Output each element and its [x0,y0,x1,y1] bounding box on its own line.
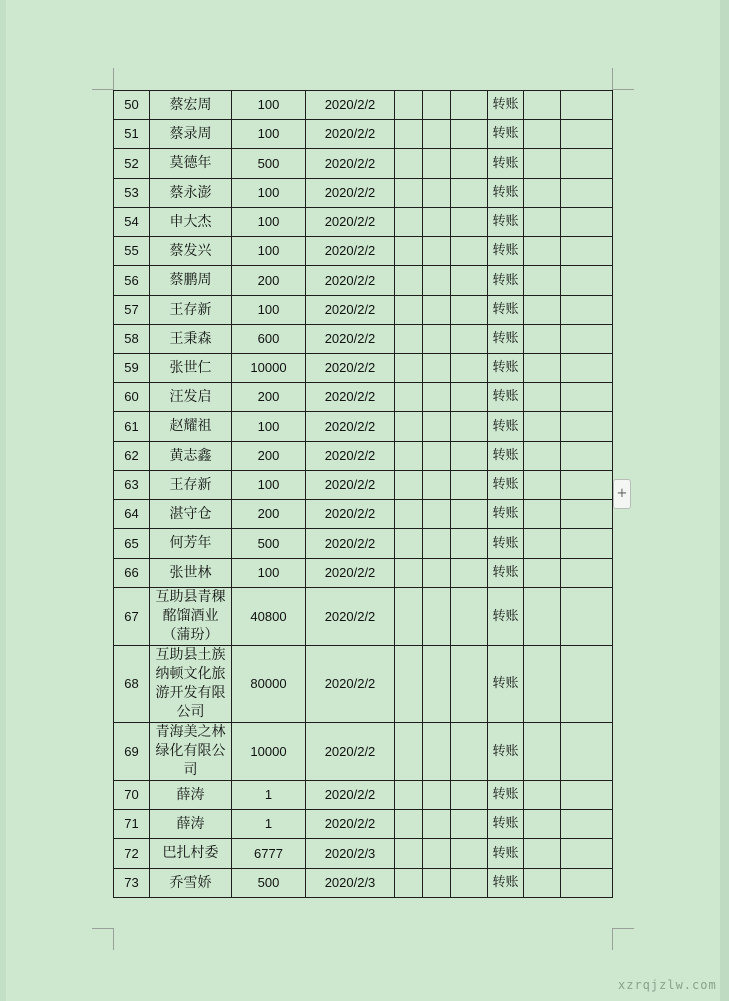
empty-cell [451,237,488,266]
name-cell: 赵耀祖 [150,412,232,442]
method-cell: 转账 [488,839,524,869]
method-cell: 转账 [488,266,524,296]
empty-cell [423,723,451,781]
empty-cell [423,781,451,810]
empty-cell [451,588,488,646]
amount-cell: 200 [232,442,306,471]
empty-cell [561,266,613,296]
empty-cell [423,559,451,588]
empty-cell [561,810,613,839]
empty-cell [524,325,561,354]
date-cell: 2020/2/2 [306,91,395,120]
crop-mark-bottom-right-v [612,928,613,950]
empty-cell [561,500,613,529]
empty-cell [561,296,613,325]
date-cell: 2020/2/2 [306,442,395,471]
method-cell: 转账 [488,208,524,237]
amount-cell: 6777 [232,839,306,869]
date-cell: 2020/2/2 [306,412,395,442]
empty-cell [395,296,423,325]
name-cell: 莫德年 [150,149,232,179]
name-cell: 乔雪娇 [150,869,232,898]
name-cell: 薛涛 [150,781,232,810]
row-number-cell: 54 [114,208,150,237]
empty-cell [561,442,613,471]
window-right-edge [720,0,729,1001]
amount-cell: 100 [232,237,306,266]
table-row [114,442,613,471]
empty-cell [561,120,613,149]
name-cell: 湛守仓 [150,500,232,529]
empty-cell [451,296,488,325]
empty-cell [561,149,613,179]
date-cell: 2020/2/2 [306,354,395,383]
name-cell: 张世林 [150,559,232,588]
page-left-edge [0,0,6,1001]
table-row [114,471,613,500]
method-cell: 转账 [488,383,524,412]
date-cell: 2020/2/2 [306,781,395,810]
name-cell: 蔡录周 [150,120,232,149]
crop-mark-top-right-h [612,89,634,90]
row-number-cell: 57 [114,296,150,325]
name-cell: 王存新 [150,296,232,325]
empty-cell [451,179,488,208]
amount-cell: 600 [232,325,306,354]
method-cell: 转账 [488,354,524,383]
empty-cell [395,869,423,898]
empty-cell [451,354,488,383]
method-cell: 转账 [488,296,524,325]
name-cell: 何芳年 [150,529,232,559]
row-number-cell: 51 [114,120,150,149]
date-cell: 2020/2/2 [306,500,395,529]
date-cell: 2020/2/2 [306,723,395,781]
empty-cell [423,208,451,237]
empty-cell [561,383,613,412]
empty-cell [423,529,451,559]
empty-cell [451,529,488,559]
amount-cell: 10000 [232,723,306,781]
empty-cell [451,810,488,839]
empty-cell [423,500,451,529]
date-cell: 2020/2/2 [306,383,395,412]
empty-cell [561,179,613,208]
amount-cell: 500 [232,869,306,898]
name-cell: 薛涛 [150,810,232,839]
empty-cell [561,91,613,120]
name-cell: 青海美之林绿化有限公司 [150,723,232,781]
method-cell: 转账 [488,529,524,559]
amount-cell: 200 [232,500,306,529]
crop-mark-top-right-v [612,68,613,90]
table-row [114,810,613,839]
watermark-text: xzrqjzlw.com [618,978,717,992]
empty-cell [395,120,423,149]
empty-cell [395,208,423,237]
empty-cell [423,869,451,898]
row-number-cell: 65 [114,529,150,559]
date-cell: 2020/2/3 [306,839,395,869]
row-number-cell: 64 [114,500,150,529]
empty-cell [451,500,488,529]
empty-cell [423,354,451,383]
date-cell: 2020/2/2 [306,325,395,354]
empty-cell [561,325,613,354]
add-row-button[interactable]: + [613,479,631,509]
empty-cell [395,781,423,810]
empty-cell [524,442,561,471]
row-number-cell: 58 [114,325,150,354]
empty-cell [423,179,451,208]
empty-cell [524,646,561,723]
name-cell: 互助县土族纳顿文化旅游开发有限公司 [150,646,232,723]
table-row [114,237,613,266]
empty-cell [451,325,488,354]
empty-cell [524,723,561,781]
empty-cell [561,208,613,237]
empty-cell [524,839,561,869]
empty-cell [524,266,561,296]
date-cell: 2020/2/2 [306,646,395,723]
name-cell: 蔡永澎 [150,179,232,208]
empty-cell [423,237,451,266]
row-number-cell: 56 [114,266,150,296]
amount-cell: 100 [232,471,306,500]
empty-cell [524,120,561,149]
row-number-cell: 55 [114,237,150,266]
table-row [114,354,613,383]
row-number-cell: 60 [114,383,150,412]
empty-cell [451,869,488,898]
empty-cell [561,869,613,898]
empty-cell [524,354,561,383]
empty-cell [524,588,561,646]
name-cell: 申大杰 [150,208,232,237]
amount-cell: 100 [232,296,306,325]
empty-cell [423,91,451,120]
row-number-cell: 63 [114,471,150,500]
name-cell: 巴扎村委 [150,839,232,869]
empty-cell [524,149,561,179]
amount-cell: 100 [232,120,306,149]
date-cell: 2020/2/2 [306,559,395,588]
empty-cell [423,588,451,646]
empty-cell [451,208,488,237]
empty-cell [395,839,423,869]
empty-cell [395,442,423,471]
amount-cell: 500 [232,529,306,559]
table-row [114,208,613,237]
empty-cell [395,529,423,559]
amount-cell: 200 [232,266,306,296]
empty-cell [395,412,423,442]
empty-cell [395,646,423,723]
crop-mark-bottom-right-h [612,928,634,929]
empty-cell [423,325,451,354]
date-cell: 2020/2/3 [306,869,395,898]
empty-cell [451,471,488,500]
amount-cell: 100 [232,412,306,442]
amount-cell: 100 [232,179,306,208]
name-cell: 蔡宏周 [150,91,232,120]
empty-cell [395,500,423,529]
table-row [114,383,613,412]
empty-cell [451,91,488,120]
method-cell: 转账 [488,471,524,500]
empty-cell [395,383,423,412]
empty-cell [561,471,613,500]
empty-cell [423,471,451,500]
date-cell: 2020/2/2 [306,296,395,325]
empty-cell [524,559,561,588]
empty-cell [524,869,561,898]
date-cell: 2020/2/2 [306,588,395,646]
row-number-cell: 67 [114,588,150,646]
amount-cell: 200 [232,383,306,412]
table-row [114,529,613,559]
table-row [114,266,613,296]
name-cell: 王秉森 [150,325,232,354]
row-number-cell: 69 [114,723,150,781]
empty-cell [395,325,423,354]
name-cell: 蔡鹏周 [150,266,232,296]
method-cell: 转账 [488,869,524,898]
empty-cell [524,237,561,266]
empty-cell [524,383,561,412]
table-row [114,325,613,354]
row-number-cell: 53 [114,179,150,208]
row-number-cell: 50 [114,91,150,120]
name-cell: 互助县青稞酩馏酒业（蒲玢） [150,588,232,646]
empty-cell [524,412,561,442]
empty-cell [423,839,451,869]
table-row [114,179,613,208]
empty-cell [451,383,488,412]
empty-cell [451,839,488,869]
table-row [114,646,613,723]
crop-mark-bottom-left-h [92,928,114,929]
method-cell: 转账 [488,91,524,120]
crop-mark-top-left-h [92,89,114,90]
table-row [114,559,613,588]
name-cell: 王存新 [150,471,232,500]
empty-cell [561,723,613,781]
table-row [114,500,613,529]
empty-cell [561,237,613,266]
date-cell: 2020/2/2 [306,529,395,559]
empty-cell [395,266,423,296]
method-cell: 转账 [488,237,524,266]
empty-cell [561,839,613,869]
empty-cell [451,559,488,588]
empty-cell [561,646,613,723]
table-row [114,588,613,646]
amount-cell: 40800 [232,588,306,646]
method-cell: 转账 [488,646,524,723]
empty-cell [451,781,488,810]
empty-cell [395,91,423,120]
row-number-cell: 59 [114,354,150,383]
row-number-cell: 73 [114,869,150,898]
empty-cell [423,120,451,149]
empty-cell [395,237,423,266]
empty-cell [423,296,451,325]
empty-cell [395,354,423,383]
empty-cell [524,296,561,325]
empty-cell [561,354,613,383]
amount-cell: 1 [232,781,306,810]
empty-cell [423,442,451,471]
table-row [114,723,613,781]
row-number-cell: 66 [114,559,150,588]
crop-mark-top-left-v [113,68,114,90]
empty-cell [451,120,488,149]
empty-cell [561,529,613,559]
amount-cell: 10000 [232,354,306,383]
date-cell: 2020/2/2 [306,120,395,149]
empty-cell [451,723,488,781]
amount-cell: 1 [232,810,306,839]
empty-cell [451,442,488,471]
empty-cell [395,588,423,646]
method-cell: 转账 [488,120,524,149]
table-row [114,781,613,810]
empty-cell [524,179,561,208]
table-row [114,91,613,120]
empty-cell [524,471,561,500]
method-cell: 转账 [488,412,524,442]
crop-mark-bottom-left-v [113,928,114,950]
empty-cell [451,412,488,442]
table-row [114,839,613,869]
empty-cell [423,646,451,723]
method-cell: 转账 [488,559,524,588]
name-cell: 黄志鑫 [150,442,232,471]
table-row [114,120,613,149]
name-cell: 张世仁 [150,354,232,383]
empty-cell [395,559,423,588]
empty-cell [561,412,613,442]
table-row [114,869,613,898]
method-cell: 转账 [488,588,524,646]
empty-cell [395,471,423,500]
amount-cell: 100 [232,559,306,588]
date-cell: 2020/2/2 [306,810,395,839]
empty-cell [524,781,561,810]
amount-cell: 80000 [232,646,306,723]
row-number-cell: 72 [114,839,150,869]
date-cell: 2020/2/2 [306,149,395,179]
empty-cell [395,723,423,781]
table-row [114,412,613,442]
empty-cell [561,588,613,646]
method-cell: 转账 [488,810,524,839]
table-body [114,91,613,898]
empty-cell [561,559,613,588]
empty-cell [524,500,561,529]
row-number-cell: 61 [114,412,150,442]
empty-cell [524,810,561,839]
amount-cell: 500 [232,149,306,179]
date-cell: 2020/2/2 [306,266,395,296]
name-cell: 汪发启 [150,383,232,412]
method-cell: 转账 [488,442,524,471]
empty-cell [395,179,423,208]
method-cell: 转账 [488,325,524,354]
empty-cell [451,266,488,296]
table-row [114,296,613,325]
method-cell: 转账 [488,781,524,810]
empty-cell [395,810,423,839]
date-cell: 2020/2/2 [306,471,395,500]
empty-cell [423,412,451,442]
row-number-cell: 68 [114,646,150,723]
name-cell: 蔡发兴 [150,237,232,266]
method-cell: 转账 [488,723,524,781]
row-number-cell: 71 [114,810,150,839]
empty-cell [451,646,488,723]
donation-table [113,90,613,898]
empty-cell [561,781,613,810]
method-cell: 转账 [488,179,524,208]
row-number-cell: 62 [114,442,150,471]
date-cell: 2020/2/2 [306,237,395,266]
amount-cell: 100 [232,208,306,237]
row-number-cell: 70 [114,781,150,810]
amount-cell: 100 [232,91,306,120]
empty-cell [395,149,423,179]
empty-cell [451,149,488,179]
method-cell: 转账 [488,500,524,529]
empty-cell [524,529,561,559]
empty-cell [423,810,451,839]
row-number-cell: 52 [114,149,150,179]
date-cell: 2020/2/2 [306,179,395,208]
table-row [114,149,613,179]
empty-cell [524,208,561,237]
date-cell: 2020/2/2 [306,208,395,237]
empty-cell [423,266,451,296]
empty-cell [524,91,561,120]
method-cell: 转账 [488,149,524,179]
empty-cell [423,149,451,179]
empty-cell [423,383,451,412]
